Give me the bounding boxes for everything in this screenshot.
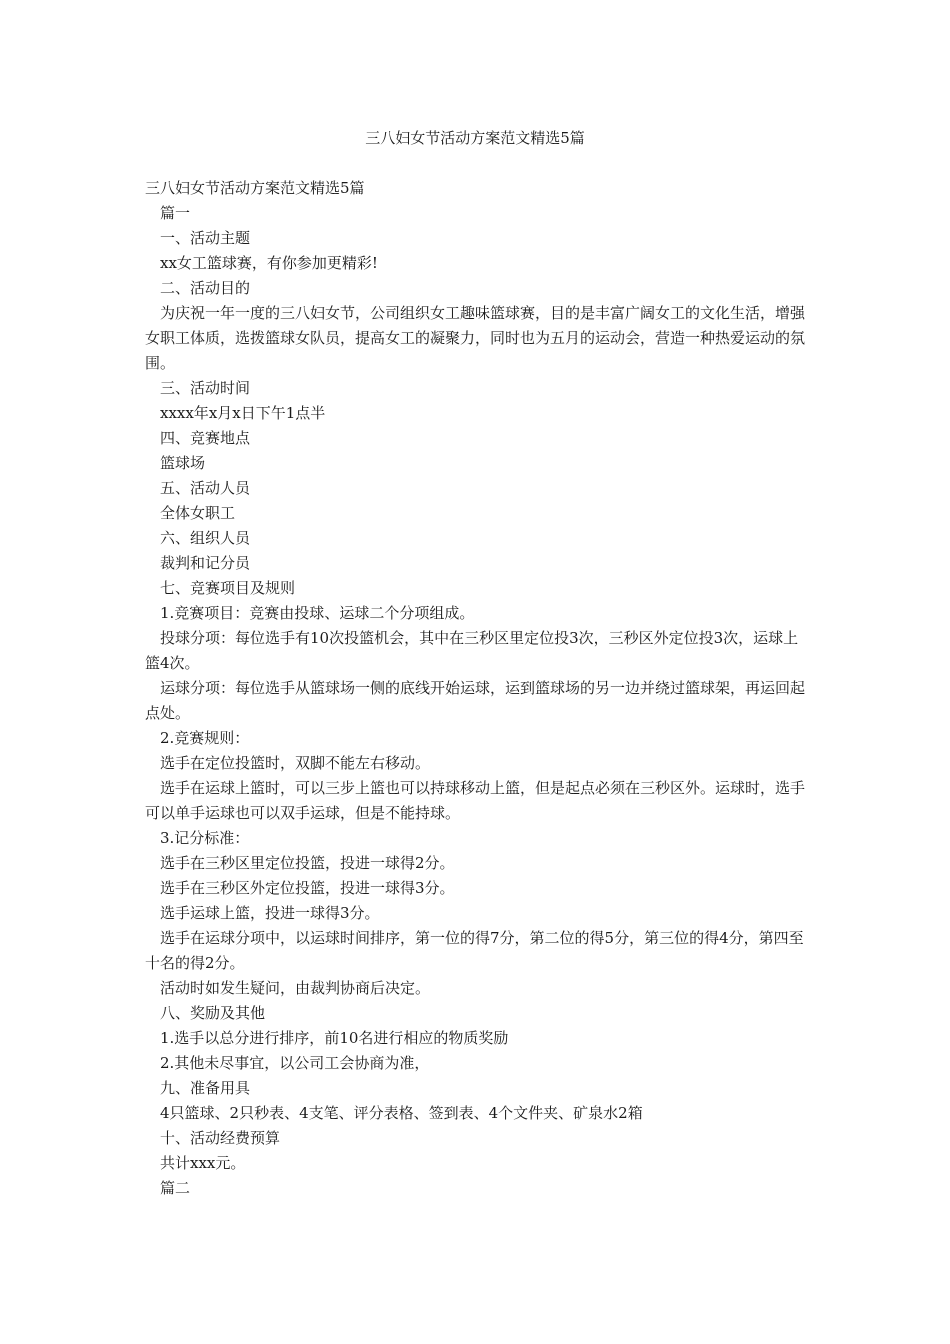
paragraph: 一、活动主题 bbox=[160, 229, 251, 247]
paragraph: 二、活动目的 bbox=[160, 279, 251, 297]
section-label: 篇一 bbox=[160, 204, 191, 222]
document-title: 三八妇女节活动方案范文精选5篇 bbox=[365, 129, 585, 147]
paragraph: xx女工篮球赛，有你参加更精彩! bbox=[160, 254, 378, 272]
paragraph: 1.选手以总分进行排序，前10名进行相应的物质奖励 bbox=[160, 1029, 509, 1047]
section-label: 篇二 bbox=[160, 1179, 191, 1197]
paragraph: 六、组织人员 bbox=[160, 529, 251, 547]
paragraph: 2.竞赛规则： bbox=[160, 729, 250, 747]
paragraph: 选手在三秒区外定位投篮，投进一球得3分。 bbox=[160, 879, 455, 897]
paragraph: 九、准备用具 bbox=[160, 1079, 251, 1097]
paragraph: 八、奖励及其他 bbox=[160, 1004, 266, 1022]
paragraph: 选手在定位投篮时，双脚不能左右移动。 bbox=[160, 754, 431, 772]
paragraph: 共计xxx元。 bbox=[160, 1154, 246, 1172]
paragraph: 十、活动经费预算 bbox=[160, 1129, 281, 1147]
paragraph: xxxx年x月x日下午1点半 bbox=[160, 404, 326, 422]
paragraph: 裁判和记分员 bbox=[160, 554, 251, 572]
paragraph: 全体女职工 bbox=[160, 504, 236, 522]
paragraph: 2.其他未尽事宜，以公司工会协商为准， bbox=[160, 1054, 430, 1072]
doc-heading: 三八妇女节活动方案范文精选5篇 bbox=[145, 179, 365, 197]
paragraph: 四、竞赛地点 bbox=[160, 429, 251, 447]
paragraph: 4只篮球、2只秒表、4支笔、评分表格、签到表、4个文件夹、矿泉水2箱 bbox=[160, 1104, 643, 1122]
paragraph: 投球分项：每位选手有10次投篮机会，其中在三秒区里定位投3次，三秒区外定位投3次，运球上篮4次。 bbox=[145, 629, 799, 672]
paragraph: 选手在运球分项中，以运球时间排序，第一位的得7分，第二位的得5分，第三位的得4分，第四至十名的得2分。 bbox=[145, 929, 804, 972]
paragraph: 选手在运球上篮时，可以三步上篮也可以持球移动上篮，但是起点必须在三秒区外。运球时，选手可以单手运球也可以双手运球，但是不能持球。 bbox=[145, 779, 806, 822]
paragraph: 为庆祝一年一度的三八妇女节，公司组织女工趣味篮球赛，目的是丰富广阔女工的文化生活，增强女职工体质，选拨篮球女队员，提高女工的凝聚力，同时也为五月的运动会，营造一种热爱运动的氛围。 bbox=[145, 304, 806, 372]
paragraph: 选手运球上篮，投进一球得3分。 bbox=[160, 904, 380, 922]
document-body bbox=[145, 176, 810, 1201]
paragraph: 1.竞赛项目：竞赛由投球、运球二个分项组成。 bbox=[160, 604, 475, 622]
paragraph: 选手在三秒区里定位投篮，投进一球得2分。 bbox=[160, 854, 455, 872]
paragraph: 三、活动时间 bbox=[160, 379, 251, 397]
paragraph: 七、竞赛项目及规则 bbox=[160, 579, 296, 597]
paragraph: 运球分项：每位选手从篮球场一侧的底线开始运球，运到篮球场的另一边并绕过篮球架，再运回起点处。 bbox=[145, 679, 806, 722]
paragraph: 五、活动人员 bbox=[160, 479, 251, 497]
paragraph: 活动时如发生疑问，由裁判协商后决定。 bbox=[160, 979, 431, 997]
paragraph: 篮球场 bbox=[160, 454, 206, 472]
paragraph: 3.记分标准： bbox=[160, 829, 250, 847]
